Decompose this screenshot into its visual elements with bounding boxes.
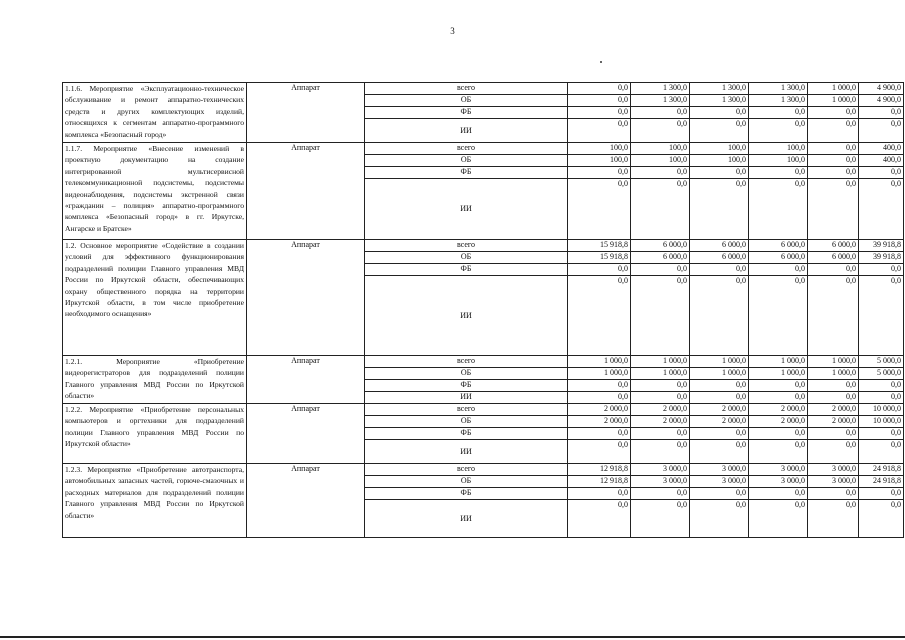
funding-source-cell: ОБ	[365, 95, 568, 107]
amount-cell: 6 000,0	[690, 252, 749, 264]
amount-cell: 0,0	[690, 264, 749, 276]
amount-cell: 2 000,0	[568, 404, 631, 416]
activity-description: 1.2. Основное мероприятие «Содействие в создании условий для эффективного функционирования подразделений полиции Главного управления МВД России по Иркутской области, обеспечивающих охрану общественного порядка на территории Иркутской области, в том числе приобретение необходимого оснащения»	[63, 240, 247, 356]
amount-cell: 12 918,8	[568, 476, 631, 488]
total-amount-cell: 5 000,0	[859, 368, 904, 380]
amount-cell: 15 918,8	[568, 252, 631, 264]
amount-cell: 6 000,0	[749, 240, 808, 252]
funding-source-cell: ИИ	[365, 392, 568, 404]
amount-cell: 0,0	[568, 83, 631, 95]
amount-cell: 3 000,0	[808, 476, 859, 488]
amount-cell: 0,0	[808, 107, 859, 119]
amount-cell: 100,0	[568, 155, 631, 167]
funding-source-cell: ФБ	[365, 428, 568, 440]
amount-cell: 0,0	[568, 107, 631, 119]
amount-cell: 0,0	[568, 264, 631, 276]
amount-cell: 0,0	[808, 428, 859, 440]
amount-cell: 0,0	[631, 107, 690, 119]
amount-cell: 3 000,0	[808, 464, 859, 476]
funding-source-cell: ОБ	[365, 368, 568, 380]
amount-cell: 0,0	[749, 276, 808, 356]
table-row	[63, 143, 904, 155]
bottom-border-line	[0, 636, 905, 638]
funding-source-cell: всего	[365, 240, 568, 252]
total-amount-cell: 0,0	[859, 488, 904, 500]
page-number: 3	[450, 26, 455, 36]
amount-cell: 0,0	[568, 167, 631, 179]
amount-cell: 0,0	[808, 143, 859, 155]
amount-cell: 100,0	[631, 143, 690, 155]
amount-cell: 2 000,0	[690, 404, 749, 416]
funding-source-cell: всего	[365, 83, 568, 95]
amount-cell: 3 000,0	[749, 476, 808, 488]
amount-cell: 0,0	[690, 428, 749, 440]
amount-cell: 0,0	[568, 95, 631, 107]
amount-cell: 0,0	[749, 179, 808, 240]
amount-cell: 0,0	[568, 380, 631, 392]
amount-cell: 100,0	[690, 155, 749, 167]
amount-cell: 0,0	[749, 488, 808, 500]
total-amount-cell: 0,0	[859, 107, 904, 119]
total-amount-cell: 0,0	[859, 500, 904, 538]
amount-cell: 6 000,0	[631, 252, 690, 264]
amount-cell: 2 000,0	[749, 416, 808, 428]
amount-cell: 0,0	[631, 392, 690, 404]
amount-cell: 12 918,8	[568, 464, 631, 476]
amount-cell: 2 000,0	[631, 404, 690, 416]
amount-cell: 3 000,0	[690, 464, 749, 476]
amount-cell: 3 000,0	[631, 476, 690, 488]
amount-cell: 100,0	[690, 143, 749, 155]
amount-cell: 0,0	[749, 107, 808, 119]
funding-source-cell: ОБ	[365, 416, 568, 428]
amount-cell: 1 000,0	[568, 368, 631, 380]
amount-cell: 0,0	[631, 488, 690, 500]
amount-cell: 0,0	[808, 392, 859, 404]
amount-cell: 1 000,0	[808, 368, 859, 380]
amount-cell: 0,0	[749, 392, 808, 404]
amount-cell: 0,0	[690, 119, 749, 143]
amount-cell: 0,0	[631, 440, 690, 464]
amount-cell: 0,0	[631, 167, 690, 179]
amount-cell: 0,0	[690, 488, 749, 500]
amount-cell: 0,0	[631, 264, 690, 276]
amount-cell: 0,0	[690, 276, 749, 356]
amount-cell: 0,0	[568, 276, 631, 356]
total-amount-cell: 10 000,0	[859, 404, 904, 416]
amount-cell: 1 000,0	[631, 356, 690, 368]
activity-description: 1.1.7. Мероприятие «Внесение изменений в проектную документацию на создание интегрированной мультисервисной телекоммуникационной подсистемы, подсистемы видеонаблюдения, подсистемы экстренной связи «гражданин – полиция» аппаратно-программного комплекса «Безопасный город» в гг. Иркутске, Ангарске и Братске»	[63, 143, 247, 240]
amount-cell: 0,0	[749, 264, 808, 276]
total-amount-cell: 0,0	[859, 428, 904, 440]
scan-speck	[600, 61, 602, 63]
executor-cell: Аппарат	[247, 83, 365, 143]
executor-cell: Аппарат	[247, 356, 365, 404]
amount-cell: 100,0	[631, 155, 690, 167]
amount-cell: 100,0	[749, 155, 808, 167]
amount-cell: 0,0	[631, 179, 690, 240]
amount-cell: 2 000,0	[749, 404, 808, 416]
total-amount-cell: 0,0	[859, 392, 904, 404]
amount-cell: 1 300,0	[631, 95, 690, 107]
funding-source-cell: ИИ	[365, 276, 568, 356]
table-row	[63, 83, 904, 95]
amount-cell: 1 000,0	[808, 83, 859, 95]
table-row	[63, 464, 904, 476]
amount-cell: 0,0	[631, 380, 690, 392]
amount-cell: 0,0	[568, 392, 631, 404]
amount-cell: 1 000,0	[808, 95, 859, 107]
executor-cell: Аппарат	[247, 143, 365, 240]
funding-source-cell: ОБ	[365, 476, 568, 488]
total-amount-cell: 4 900,0	[859, 95, 904, 107]
amount-cell: 3 000,0	[631, 464, 690, 476]
amount-cell: 0,0	[568, 488, 631, 500]
amount-cell: 0,0	[631, 428, 690, 440]
funding-source-cell: ИИ	[365, 119, 568, 143]
amount-cell: 1 000,0	[749, 356, 808, 368]
funding-source-cell: ФБ	[365, 488, 568, 500]
total-amount-cell: 0,0	[859, 167, 904, 179]
amount-cell: 100,0	[749, 143, 808, 155]
amount-cell: 6 000,0	[808, 252, 859, 264]
total-amount-cell: 0,0	[859, 380, 904, 392]
funding-source-cell: ИИ	[365, 179, 568, 240]
amount-cell: 0,0	[749, 440, 808, 464]
funding-source-cell: всего	[365, 356, 568, 368]
amount-cell: 1 000,0	[749, 368, 808, 380]
amount-cell: 1 300,0	[749, 95, 808, 107]
executor-cell: Аппарат	[247, 404, 365, 464]
amount-cell: 0,0	[808, 276, 859, 356]
funding-source-cell: ФБ	[365, 264, 568, 276]
amount-cell: 0,0	[568, 500, 631, 538]
funding-source-cell: ФБ	[365, 380, 568, 392]
executor-cell: Аппарат	[247, 464, 365, 538]
funding-source-cell: всего	[365, 464, 568, 476]
amount-cell: 0,0	[568, 179, 631, 240]
amount-cell: 6 000,0	[690, 240, 749, 252]
amount-cell: 1 300,0	[690, 95, 749, 107]
amount-cell: 0,0	[690, 107, 749, 119]
amount-cell: 0,0	[749, 500, 808, 538]
amount-cell: 0,0	[568, 428, 631, 440]
amount-cell: 0,0	[808, 119, 859, 143]
amount-cell: 0,0	[690, 500, 749, 538]
amount-cell: 0,0	[808, 500, 859, 538]
amount-cell: 2 000,0	[808, 404, 859, 416]
amount-cell: 2 000,0	[568, 416, 631, 428]
amount-cell: 0,0	[631, 500, 690, 538]
amount-cell: 3 000,0	[690, 476, 749, 488]
activity-description: 1.2.1. Мероприятие «Приобретение видеорегистраторов для подразделений полиции Главного управления МВД России по Иркутской области»	[63, 356, 247, 404]
funding-source-cell: ОБ	[365, 155, 568, 167]
total-amount-cell: 10 000,0	[859, 416, 904, 428]
amount-cell: 15 918,8	[568, 240, 631, 252]
amount-cell: 0,0	[749, 428, 808, 440]
funding-source-cell: ФБ	[365, 107, 568, 119]
amount-cell: 0,0	[631, 119, 690, 143]
amount-cell: 0,0	[749, 167, 808, 179]
amount-cell: 0,0	[568, 440, 631, 464]
total-amount-cell: 39 918,8	[859, 252, 904, 264]
amount-cell: 1 300,0	[749, 83, 808, 95]
total-amount-cell: 39 918,8	[859, 240, 904, 252]
budget-table	[62, 82, 904, 538]
amount-cell: 0,0	[808, 380, 859, 392]
amount-cell: 0,0	[690, 179, 749, 240]
amount-cell: 1 300,0	[690, 83, 749, 95]
table-row	[63, 404, 904, 416]
funding-source-cell: всего	[365, 404, 568, 416]
total-amount-cell: 5 000,0	[859, 356, 904, 368]
activity-description: 1.2.3. Мероприятие «Приобретение автотранспорта, автомобильных запасных частей, горюче-смазочных и расходных материалов для подразделений полиции Главного управления МВД России по Иркутской области»	[63, 464, 247, 538]
total-amount-cell: 4 900,0	[859, 83, 904, 95]
amount-cell: 0,0	[690, 380, 749, 392]
amount-cell: 0,0	[808, 167, 859, 179]
amount-cell: 0,0	[690, 167, 749, 179]
amount-cell: 0,0	[808, 264, 859, 276]
amount-cell: 0,0	[749, 380, 808, 392]
amount-cell: 1 300,0	[631, 83, 690, 95]
funding-source-cell: ИИ	[365, 500, 568, 538]
amount-cell: 0,0	[808, 440, 859, 464]
amount-cell: 0,0	[631, 276, 690, 356]
total-amount-cell: 400,0	[859, 143, 904, 155]
amount-cell: 1 000,0	[568, 356, 631, 368]
amount-cell: 6 000,0	[808, 240, 859, 252]
amount-cell: 100,0	[568, 143, 631, 155]
amount-cell: 0,0	[690, 392, 749, 404]
amount-cell: 6 000,0	[749, 252, 808, 264]
executor-cell: Аппарат	[247, 240, 365, 356]
amount-cell: 2 000,0	[631, 416, 690, 428]
amount-cell: 1 000,0	[808, 356, 859, 368]
amount-cell: 1 000,0	[631, 368, 690, 380]
amount-cell: 6 000,0	[631, 240, 690, 252]
amount-cell: 0,0	[749, 119, 808, 143]
amount-cell: 0,0	[690, 440, 749, 464]
total-amount-cell: 0,0	[859, 264, 904, 276]
total-amount-cell: 24 918,8	[859, 464, 904, 476]
amount-cell: 2 000,0	[690, 416, 749, 428]
amount-cell: 0,0	[808, 155, 859, 167]
amount-cell: 1 000,0	[690, 356, 749, 368]
amount-cell: 2 000,0	[808, 416, 859, 428]
total-amount-cell: 0,0	[859, 276, 904, 356]
funding-source-cell: ИИ	[365, 440, 568, 464]
total-amount-cell: 0,0	[859, 119, 904, 143]
total-amount-cell: 0,0	[859, 440, 904, 464]
amount-cell: 0,0	[808, 179, 859, 240]
funding-source-cell: ФБ	[365, 167, 568, 179]
amount-cell: 1 000,0	[690, 368, 749, 380]
total-amount-cell: 400,0	[859, 155, 904, 167]
activity-description: 1.2.2. Мероприятие «Приобретение персональных компьютеров и оргтехники для подразделений полиции Главного управления МВД России по Иркутской области»	[63, 404, 247, 464]
table-row	[63, 240, 904, 252]
funding-source-cell: ОБ	[365, 252, 568, 264]
amount-cell: 3 000,0	[749, 464, 808, 476]
activity-description: 1.1.6. Мероприятие «Эксплуатационно-техническое обслуживание и ремонт аппаратно-технических средств и других комплектующих изделий, относящихся к сегментам аппаратно-программного комплекса «Безопасный город»	[63, 83, 247, 143]
total-amount-cell: 0,0	[859, 179, 904, 240]
amount-cell: 0,0	[808, 488, 859, 500]
amount-cell: 0,0	[568, 119, 631, 143]
funding-source-cell: всего	[365, 143, 568, 155]
total-amount-cell: 24 918,8	[859, 476, 904, 488]
table-row	[63, 356, 904, 368]
budget-table-body	[63, 83, 904, 538]
